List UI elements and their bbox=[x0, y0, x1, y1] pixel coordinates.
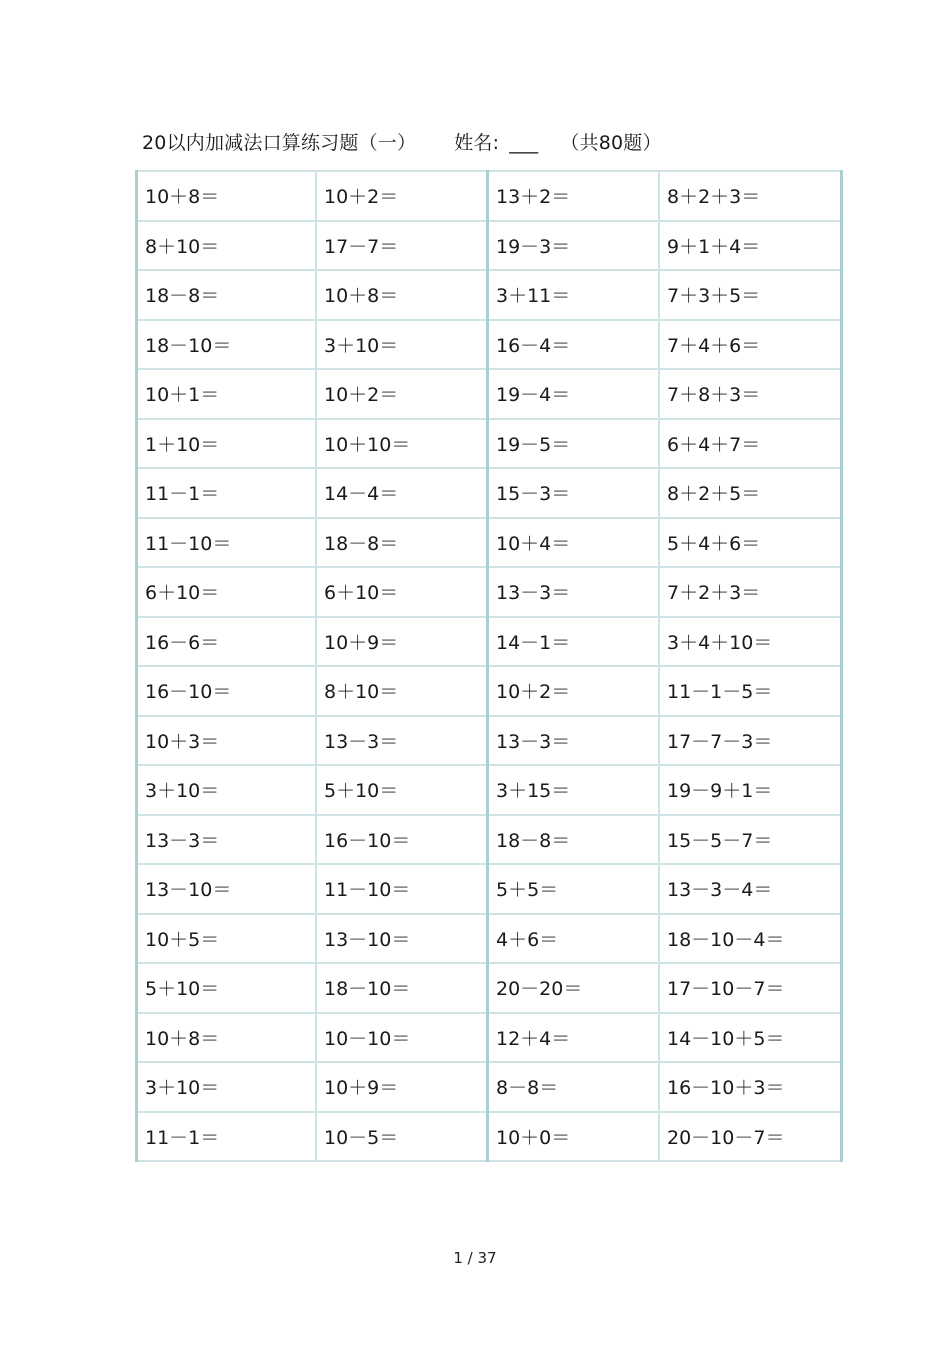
exercise-cell: 15－5－7＝ bbox=[659, 815, 842, 865]
exercise-row bbox=[137, 468, 842, 518]
exercise-cell: 10＋0＝ bbox=[488, 1112, 660, 1162]
exercise-row bbox=[137, 864, 842, 914]
worksheet-header bbox=[142, 128, 662, 155]
exercise-cell: 7＋3＋5＝ bbox=[659, 270, 842, 320]
exercise-cell: 9＋1＋4＝ bbox=[659, 221, 842, 271]
exercise-cell: 7＋2＋3＝ bbox=[659, 567, 842, 617]
exercise-row bbox=[137, 914, 842, 964]
exercise-cell: 5＋5＝ bbox=[488, 864, 660, 914]
exercise-cell: 20－20＝ bbox=[488, 963, 660, 1013]
exercise-cell: 13－10＝ bbox=[316, 914, 488, 964]
exercise-cell: 6＋10＝ bbox=[316, 567, 488, 617]
exercise-cell: 15－3＝ bbox=[488, 468, 660, 518]
exercise-cell: 19－3＝ bbox=[488, 221, 660, 271]
exercise-cell: 18－10＝ bbox=[137, 320, 317, 370]
name-label: 姓名: bbox=[454, 132, 500, 154]
exercise-cell: 10＋9＝ bbox=[316, 617, 488, 667]
exercise-cell: 7＋4＋6＝ bbox=[659, 320, 842, 370]
exercise-row bbox=[137, 270, 842, 320]
exercise-cell: 14－1＝ bbox=[488, 617, 660, 667]
exercise-cell: 10＋2＝ bbox=[316, 369, 488, 419]
exercise-cell: 10＋8＝ bbox=[137, 1013, 317, 1063]
exercise-row bbox=[137, 221, 842, 271]
exercise-cell: 13－10＝ bbox=[137, 864, 317, 914]
exercise-cell: 16－10＝ bbox=[137, 666, 317, 716]
exercise-cell: 5＋4＋6＝ bbox=[659, 518, 842, 568]
exercise-cell: 19－9＋1＝ bbox=[659, 765, 842, 815]
exercise-cell: 5＋10＝ bbox=[316, 765, 488, 815]
exercise-cell: 17－7－3＝ bbox=[659, 716, 842, 766]
exercise-cell: 10－10＝ bbox=[316, 1013, 488, 1063]
exercise-cell: 10＋1＝ bbox=[137, 369, 317, 419]
exercise-cell: 13－3＝ bbox=[137, 815, 317, 865]
exercise-cell: 11－1＝ bbox=[137, 1112, 317, 1162]
exercise-cell: 8－8＝ bbox=[488, 1062, 660, 1112]
exercise-table bbox=[135, 170, 843, 1162]
exercise-cell: 10＋5＝ bbox=[137, 914, 317, 964]
exercise-cell: 18－10＝ bbox=[316, 963, 488, 1013]
exercise-cell: 10＋3＝ bbox=[137, 716, 317, 766]
exercise-cell: 3＋10＝ bbox=[137, 1062, 317, 1112]
exercise-row bbox=[137, 419, 842, 469]
exercise-cell: 17－7＝ bbox=[316, 221, 488, 271]
exercise-cell: 10＋4＝ bbox=[488, 518, 660, 568]
exercise-cell: 11－1＝ bbox=[137, 468, 317, 518]
exercise-cell: 17－10－7＝ bbox=[659, 963, 842, 1013]
exercise-cell: 20－10－7＝ bbox=[659, 1112, 842, 1162]
exercise-cell: 3＋15＝ bbox=[488, 765, 660, 815]
exercise-cell: 7＋8＋3＝ bbox=[659, 369, 842, 419]
exercise-cell: 1＋10＝ bbox=[137, 419, 317, 469]
exercise-cell: 5＋10＝ bbox=[137, 963, 317, 1013]
exercise-cell: 8＋2＋3＝ bbox=[659, 171, 842, 221]
exercise-row bbox=[137, 963, 842, 1013]
name-blank: ___ bbox=[509, 132, 539, 154]
exercise-cell: 3＋4＋10＝ bbox=[659, 617, 842, 667]
exercise-cell: 11－10＝ bbox=[316, 864, 488, 914]
exercise-cell: 11－10＝ bbox=[137, 518, 317, 568]
exercise-cell: 10＋8＝ bbox=[316, 270, 488, 320]
exercise-cell: 18－8＝ bbox=[316, 518, 488, 568]
exercise-row bbox=[137, 815, 842, 865]
page-number: 1 / 37 bbox=[453, 1249, 497, 1267]
exercise-cell: 19－4＝ bbox=[488, 369, 660, 419]
exercise-cell: 12＋4＝ bbox=[488, 1013, 660, 1063]
exercise-cell: 3＋10＝ bbox=[137, 765, 317, 815]
exercise-cell: 8＋10＝ bbox=[316, 666, 488, 716]
exercise-cell: 19－5＝ bbox=[488, 419, 660, 469]
exercise-cell: 8＋10＝ bbox=[137, 221, 317, 271]
exercise-row bbox=[137, 1013, 842, 1063]
exercise-cell: 13＋2＝ bbox=[488, 171, 660, 221]
exercise-row bbox=[137, 369, 842, 419]
exercise-cell: 13－3＝ bbox=[488, 716, 660, 766]
exercise-cell: 10＋2＝ bbox=[488, 666, 660, 716]
exercise-cell: 10＋9＝ bbox=[316, 1062, 488, 1112]
exercise-cell: 10＋8＝ bbox=[137, 171, 317, 221]
exercise-cell: 11－1－5＝ bbox=[659, 666, 842, 716]
exercise-row bbox=[137, 765, 842, 815]
exercise-cell: 13－3－4＝ bbox=[659, 864, 842, 914]
exercise-row bbox=[137, 567, 842, 617]
exercise-row bbox=[137, 320, 842, 370]
exercise-row bbox=[137, 171, 842, 221]
exercise-cell: 10－5＝ bbox=[316, 1112, 488, 1162]
exercise-cell: 16－4＝ bbox=[488, 320, 660, 370]
exercise-cell: 13－3＝ bbox=[316, 716, 488, 766]
exercise-cell: 6＋4＋7＝ bbox=[659, 419, 842, 469]
exercise-row bbox=[137, 716, 842, 766]
exercise-cell: 18－8＝ bbox=[137, 270, 317, 320]
exercise-row bbox=[137, 518, 842, 568]
total-count: （共80题） bbox=[560, 132, 662, 154]
exercise-cell: 4＋6＝ bbox=[488, 914, 660, 964]
exercise-cell: 3＋10＝ bbox=[316, 320, 488, 370]
exercise-cell: 13－3＝ bbox=[488, 567, 660, 617]
exercise-table-body bbox=[137, 171, 842, 1161]
exercise-cell: 10＋10＝ bbox=[316, 419, 488, 469]
exercise-cell: 16－10＋3＝ bbox=[659, 1062, 842, 1112]
exercise-row bbox=[137, 666, 842, 716]
exercise-row bbox=[137, 1062, 842, 1112]
exercise-cell: 14－4＝ bbox=[316, 468, 488, 518]
exercise-cell: 10＋2＝ bbox=[316, 171, 488, 221]
exercise-cell: 6＋10＝ bbox=[137, 567, 317, 617]
exercise-cell: 16－6＝ bbox=[137, 617, 317, 667]
exercise-row bbox=[137, 617, 842, 667]
exercise-row bbox=[137, 1112, 842, 1162]
exercise-cell: 18－8＝ bbox=[488, 815, 660, 865]
exercise-cell: 18－10－4＝ bbox=[659, 914, 842, 964]
worksheet-title: 20以内加减法口算练习题（一） bbox=[142, 132, 417, 154]
exercise-cell: 16－10＝ bbox=[316, 815, 488, 865]
exercise-cell: 3＋11＝ bbox=[488, 270, 660, 320]
exercise-cell: 8＋2＋5＝ bbox=[659, 468, 842, 518]
exercise-cell: 14－10＋5＝ bbox=[659, 1013, 842, 1063]
